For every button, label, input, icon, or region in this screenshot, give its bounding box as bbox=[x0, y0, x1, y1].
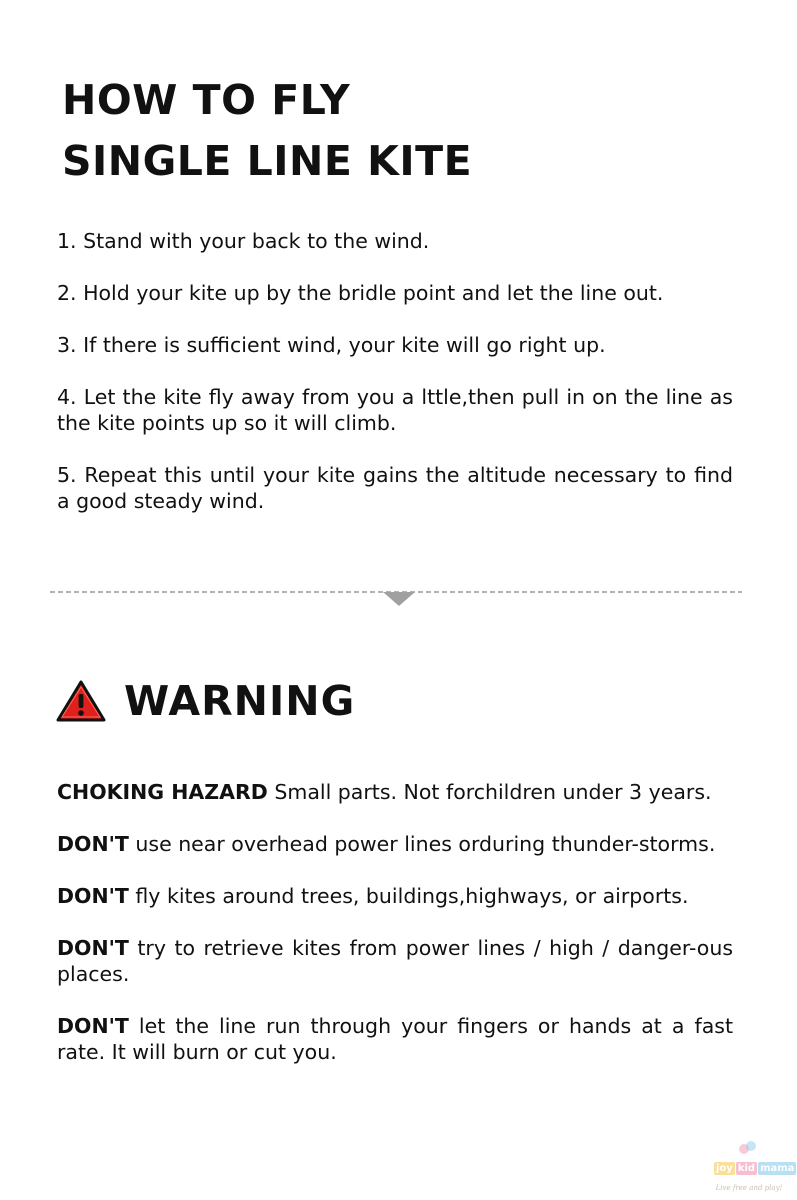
warning-item bbox=[57, 1013, 733, 1065]
warning-item bbox=[57, 883, 733, 909]
step-item: 1. Stand with your back to the wind. bbox=[57, 229, 430, 253]
logo-wordmark bbox=[714, 1162, 797, 1175]
warning-text: fly kites around trees, buildings,highways, or airports. bbox=[128, 884, 689, 908]
step-item: 3. If there is sufficient wind, your kite will go right up. bbox=[57, 333, 606, 357]
warning-item bbox=[57, 779, 733, 805]
title-line-2: SINGLE LINE KITE bbox=[62, 137, 473, 185]
warning-text: Small parts. Not forchildren under 3 years. bbox=[267, 780, 712, 804]
warning-lead: DON'T bbox=[57, 884, 129, 908]
warning-item bbox=[57, 831, 733, 857]
warning-item bbox=[57, 935, 733, 987]
logo-bubbles-icon bbox=[738, 1140, 758, 1156]
warning-lead: DON'T bbox=[57, 832, 129, 856]
warning-triangle-icon bbox=[56, 679, 106, 723]
title-line-1: HOW TO FLY bbox=[62, 76, 351, 124]
step-item: 4. Let the kite fly away from you a lttle,then pull in on the line as the kite points up so it will climb. bbox=[57, 385, 733, 435]
page-title bbox=[62, 70, 472, 192]
step-item: 2. Hold your kite up by the bridle point and let the line out. bbox=[57, 281, 664, 305]
logo-part: kid bbox=[737, 1163, 756, 1174]
warning-text: let the line run through your fingers or hands at a fast rate. It will burn or cut you. bbox=[57, 1014, 733, 1064]
warning-text: try to retrieve kites from power lines / high / danger-ous places. bbox=[57, 936, 733, 986]
warning-text: use near overhead power lines orduring thunder-storms. bbox=[128, 832, 716, 856]
warning-lead: DON'T bbox=[57, 936, 129, 960]
warning-lead: DON'T bbox=[57, 1014, 129, 1038]
brand-logo bbox=[712, 1140, 795, 1198]
warning-title: WARNING bbox=[124, 677, 356, 725]
steps-list bbox=[57, 228, 733, 540]
logo-part: joy bbox=[716, 1163, 733, 1174]
section-divider bbox=[50, 584, 742, 608]
logo-tagline: Live free and play! bbox=[715, 1184, 783, 1192]
step-item: 5. Repeat this until your kite gains the altitude necessary to find a good steady wind. bbox=[57, 463, 733, 513]
logo-part: mama bbox=[760, 1163, 795, 1174]
divider-arrow-icon bbox=[383, 592, 415, 606]
warning-header bbox=[56, 676, 355, 726]
warning-lead: CHOKING HAZARD bbox=[57, 780, 268, 804]
warnings-list bbox=[57, 779, 733, 1091]
